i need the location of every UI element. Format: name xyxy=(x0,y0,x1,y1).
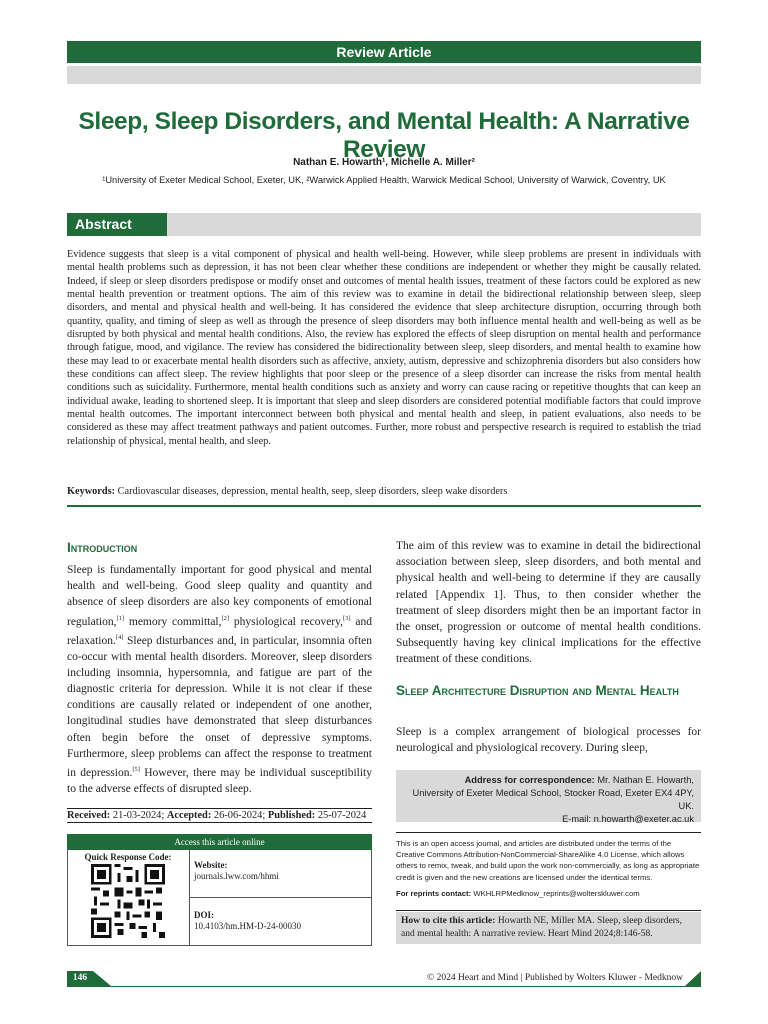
reprints-email[interactable]: WKHLRPMedknow_reprints@wolterskluwer.com xyxy=(471,888,640,898)
article-title: Sleep, Sleep Disorders, and Mental Health: A Narrative Review xyxy=(78,108,690,163)
keywords xyxy=(67,486,701,497)
ref-3[interactable]: [3] xyxy=(343,614,351,622)
correspondence-label: Address for correspondence: xyxy=(464,775,595,785)
section-sleep-architecture-heading: Sleep Architecture Disruption and Mental Health xyxy=(396,683,679,698)
ref-2[interactable]: [2] xyxy=(221,614,230,622)
cite-label: How to cite this article: xyxy=(401,916,496,926)
keywords-list: Cardiovascular diseases, depression, mental health, seep, sleep disorders, sleep wake disorders xyxy=(117,486,508,497)
website-label: Website: xyxy=(194,860,228,870)
publication-dates: Received: 21-03-2024; Accepted: 26-06-2024; Published: 25-07-2024 xyxy=(67,808,372,823)
qr-label: Quick Response Code: xyxy=(84,852,172,862)
ref-1[interactable]: [1] xyxy=(116,614,125,622)
qr-cell xyxy=(67,850,190,946)
ref-5[interactable]: [5] xyxy=(132,766,140,774)
access-online-heading: Access this article online xyxy=(67,834,372,850)
website-cell xyxy=(190,850,372,898)
introduction-heading: Introduction xyxy=(67,540,138,555)
page-number: 146 xyxy=(67,971,93,986)
article-type-banner: Review Article xyxy=(67,41,701,63)
abstract-text: Evidence suggests that sleep is a vital component of physical and health well-being. However, while sleep problems are present in individuals with mental health problems such as depression, it has not been clear whether these conditions are independent or whether they might be causally related. Indeed, if sleep or sleep disorders predispose or modify onset and outcomes of mental health issues, treatment of these factors could be explored as new mental health prevention or treatment options. The aim of this review was to examine in detail the bidirectional relationship between sleep, sleep disorders, and mental and physical health and well-being. It has considered the evidence that sleep architecture disruption, occurring through both quantity, quality, and timing of sleep as well as through the presence of sleep disorders may both influence mental health and well-being as well as be disrupted by both physical and mental health conditions. Also, the review has explored the effects of sleep disruption on mental health and performance through fatigue, mood, and vigilance. The review has considered the bidirectionality between sleep, sleep disorders, and mental health to examine how these may lead to or exacerbate mental health disorders such as affective, anxiety, autism, depressive and schizophrenia disorders but also considers how these conditions can affect sleep. The review highlights that poor sleep or the presence of a sleep disorder can increase the risks from mental health conditions such as suicidality. Furthermore, mental health conditions such as anxiety and worry can cause racing or repetitive thoughts that can keep an individual awake, leading to shortened sleep. It is important that sleep and sleep disorders are considered potential modifiable factors that could improve mental health outcomes. The important interconnect between both physical and mental health and sleep, in patient evaluations, also needs to be considered as these may affect treatment pathways and patient outcomes. Further, more robust and perspective research is required to establish the triad relationship of physical, mental health, and sleep. xyxy=(67,249,701,447)
reprints-label: For reprints contact: xyxy=(396,888,472,898)
correspondence-box: Address for correspondence: Mr. Nathan E. Howarth, University of Exeter Medical School, Stocker Road, Exeter EX4 4PY, UK. E-mail: n.howarth@exeter.ac.uk xyxy=(396,770,701,822)
footer-wedge-icon xyxy=(93,971,111,986)
abstract-heading-bar xyxy=(167,213,701,236)
abstract-divider xyxy=(67,505,701,507)
footer-copyright: © 2024 Heart and Mind | Published by Wolters Kluwer - Medknow xyxy=(427,973,683,983)
website-link[interactable]: journals.lww.com/hhmi xyxy=(194,871,279,881)
qr-code-icon[interactable] xyxy=(91,864,165,938)
doi-cell xyxy=(190,898,372,946)
header-gray-bar xyxy=(67,66,701,84)
license-notice: This is an open access journal, and articles are distributed under the terms of the Creative Commons Attribution-NonCommercial-ShareAlike 4.0 License, which allows others to remix, tweak, and build upon the work non-commercially, as long as appropriate credit is given and the new creations are licensed under the identical terms. For reprints contact: WKHLRPMedknow_reprints@wolterskluwer.com xyxy=(396,839,700,898)
license-rule xyxy=(396,832,701,833)
doi-link[interactable]: 10.4103/hm.HM-D-24-00030 xyxy=(194,921,301,931)
abstract-heading: Abstract xyxy=(67,213,167,236)
keywords-label: Keywords: xyxy=(67,486,116,497)
footer-corner-icon xyxy=(685,971,701,986)
doi-label: DOI: xyxy=(194,910,214,920)
aim-paragraph: The aim of this review was to examine in detail the bidirectional association between sleep, sleep disorders, and both mental and physical health and well-being to determine if they are causally related [Appendix 1]. Thus, to then consider whether the treatment of sleep disorders might then be an important factor in the onset, progression or outcome of mental health conditions. Subsequently having key clinical implications for the effective treatment of these conditions. xyxy=(396,540,701,666)
cite-rule xyxy=(396,910,701,911)
article-affiliations: ¹University of Exeter Medical School, Exeter, UK, ²Warwick Applied Health, Warwick Medical School, University of Warwick, Coventry, UK xyxy=(102,175,666,185)
how-to-cite-box: How to cite this article: Howarth NE, Miller MA. Sleep, sleep disorders, and mental health: A narrative review. Heart Mind 2024;8:146-58. xyxy=(396,912,701,944)
introduction-paragraph: Sleep is fundamentally important for good physical and mental health and well-being. Good sleep quality and quantity and absence of sleep disorders are also key components of emotional regulation,[1] memory committal,[2] physiological recovery,[3] and relaxation.[4] Sleep disturbances and, in particular, insomnia often co-occur with mental health disorders. Moreover, sleep disorders including insomnia, hypersomnia, and fatigue are part of the diagnostic criteria for depression. While it is not clear if these conditions are causally related or independent of one another, longitudinal studies have demonstrated that sleep disturbances often begin before the onset of depressive symptoms. Furthermore, sleep problems can affect the response to treatment in depression.[5] However, there may be individual susceptibility to the adverse effects of disrupted sleep. xyxy=(67,564,373,796)
article-authors: Nathan E. Howarth¹, Michelle A. Miller² xyxy=(293,157,475,168)
correspondence-email[interactable]: E-mail: n.howarth@exeter.ac.uk xyxy=(562,814,694,824)
section-sleep-architecture-text: Sleep is a complex arrangement of biological processes for neurological and physiological recovery. During sleep, xyxy=(396,726,701,755)
correspondence-address: University of Exeter Medical School, Stocker Road, Exeter EX4 4PY, UK. xyxy=(412,788,694,811)
ref-4[interactable]: [4] xyxy=(115,633,124,641)
